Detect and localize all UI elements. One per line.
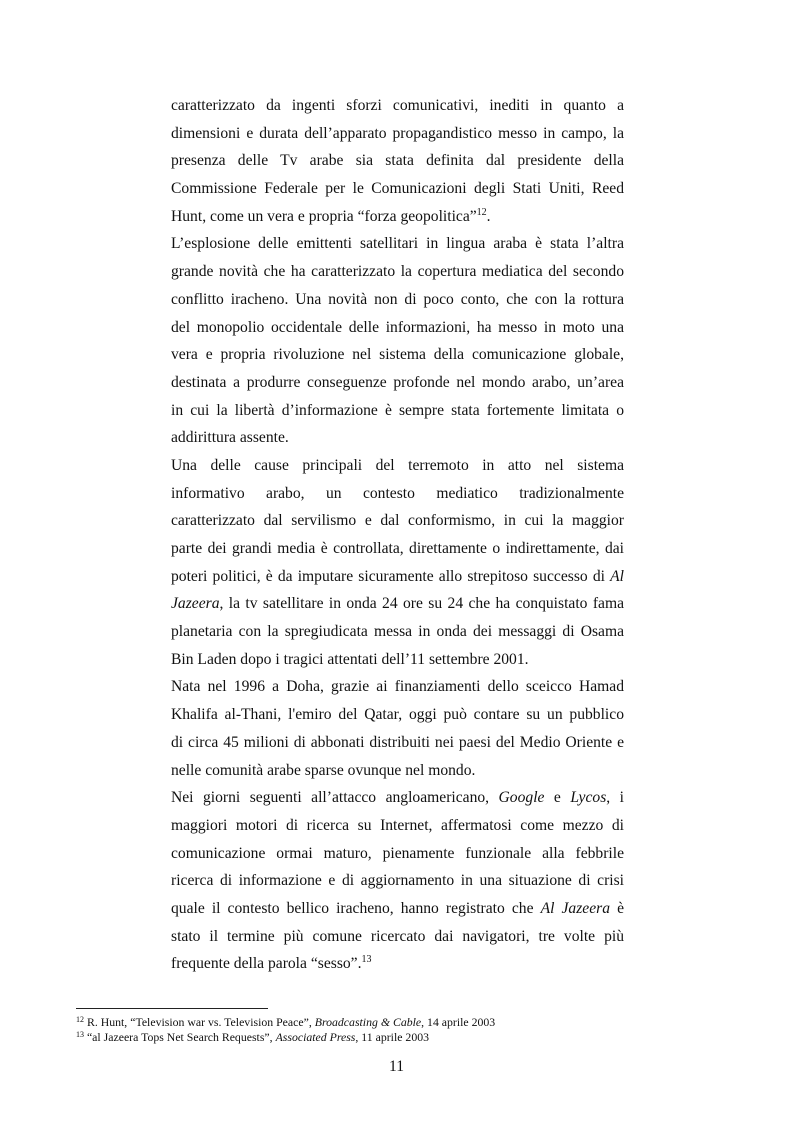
italic-term: Al Jazeera <box>540 899 610 917</box>
text-line: Hunt, come un vera e propria “forza geopolitica”$^{12}$. <box>171 206 491 225</box>
italic-term: Al <box>610 567 624 585</box>
text-line: informativo arabo, un contesto mediatico tradizionalmente <box>171 484 624 502</box>
text-line: L’esplosione delle emittenti satellitari in lingua araba è stata l’altra <box>171 235 624 253</box>
text-line: caratterizzato dal servilismo e dal conformismo, in cui la maggior <box>171 512 624 530</box>
text-line: nelle comunità arabe sparse ovunque nel mondo. <box>171 761 476 779</box>
source-title: Associated Press <box>275 1030 356 1044</box>
footnote: $^{12}$ R. Hunt, “Television war vs. Television Peace”, Broadcasting & Cable, 14 aprile 2003 <box>76 1015 496 1029</box>
text-line: Una delle cause principali del terremoto in atto nel sistema <box>171 456 624 474</box>
text-line: dimensioni e durata dell’apparato propagandistico messo in campo, la <box>171 124 624 142</box>
text-line: parte dei grandi media è controllata, direttamente o indirettamente, dai <box>171 540 624 557</box>
italic-term: Jazeera <box>171 595 220 613</box>
footnote-number: 12 <box>76 1015 84 1024</box>
source-title: Broadcasting & Cable <box>314 1015 422 1029</box>
text-line: frequente della parola “sesso”.$^{13}$ <box>171 954 372 973</box>
text-line: poteri politici, è da imputare sicuramente allo strepitoso successo di Al <box>171 567 624 585</box>
text-line: di circa 45 milioni di abbonati distribuiti nei paesi del Medio Oriente e <box>171 733 624 751</box>
footnote: $^{13}$ “al Jazeera Tops Net Search Requests”, Associated Press, 11 aprile 2003 <box>76 1030 430 1044</box>
text-line: Khalifa al-Thani, l'emiro del Qatar, oggi può contare su un pubblico <box>171 706 624 724</box>
page-number: 11 <box>388 1058 404 1075</box>
footnote-separator <box>76 1008 268 1009</box>
text-line: Jazeera, la tv satellitare in onda 24 ore su 24 che ha conquistato fama <box>171 595 624 613</box>
text-line: in cui la libertà d’informazione è sempre stata fortemente limitata o <box>171 401 624 419</box>
text-line: comunicazione ormai maturo, pienamente funzionale alla febbrile <box>171 844 624 862</box>
text-line: Nei giorni seguenti all’attacco angloamericano, Google e Lycos, i <box>171 789 624 807</box>
text-line: stato il termine più comune ricercato dai navigatori, tre volte più <box>171 927 624 945</box>
text-line: Bin Laden dopo i tragici attentati dell’11 settembre 2001. <box>171 650 529 668</box>
italic-term: Lycos <box>570 789 607 807</box>
text-line: quale il contesto bellico iracheno, hanno registrato che Al Jazeera è <box>171 899 624 917</box>
footnotes <box>76 1015 716 1045</box>
text-line: conflitto iracheno. Una novità non di poco conto, che con la rottura <box>171 290 624 308</box>
text-line: Commissione Federale per le Comunicazioni degli Stati Uniti, Reed <box>171 180 624 198</box>
text-line: addirittura assente. <box>171 429 289 447</box>
footnote-number: 13 <box>76 1030 84 1039</box>
text-line: destinata a produrre conseguenze profonde nel mondo arabo, un’area <box>171 373 624 391</box>
text-line: del monopolio occidentale delle informazioni, ha messo in moto una <box>171 318 624 336</box>
text-line: maggiori motori di ricerca su Internet, affermatosi come mezzo di <box>171 816 624 834</box>
footnote-reference: 12 <box>476 206 487 218</box>
footnote-reference: 13 <box>361 954 372 966</box>
text-line: presenza delle Tv arabe sia stata definita dal presidente della <box>171 152 624 170</box>
text-line: ricerca di informazione e di aggiornamento in una situazione di crisi <box>171 872 624 890</box>
text-line: vera e propria rivoluzione nel sistema della comunicazione globale, <box>171 346 624 364</box>
italic-term: Google <box>498 789 545 807</box>
text-line: caratterizzato da ingenti sforzi comunicativi, inediti in quanto a <box>171 97 624 114</box>
text-line: Nata nel 1996 a Doha, grazie ai finanziamenti dello sceicco Hamad <box>171 678 624 696</box>
text-line: planetaria con la spregiudicata messa in onda dei messaggi di Osama <box>171 623 624 641</box>
body-text <box>171 92 624 978</box>
text-line: grande novità che ha caratterizzato la copertura mediatica del secondo <box>171 263 624 281</box>
